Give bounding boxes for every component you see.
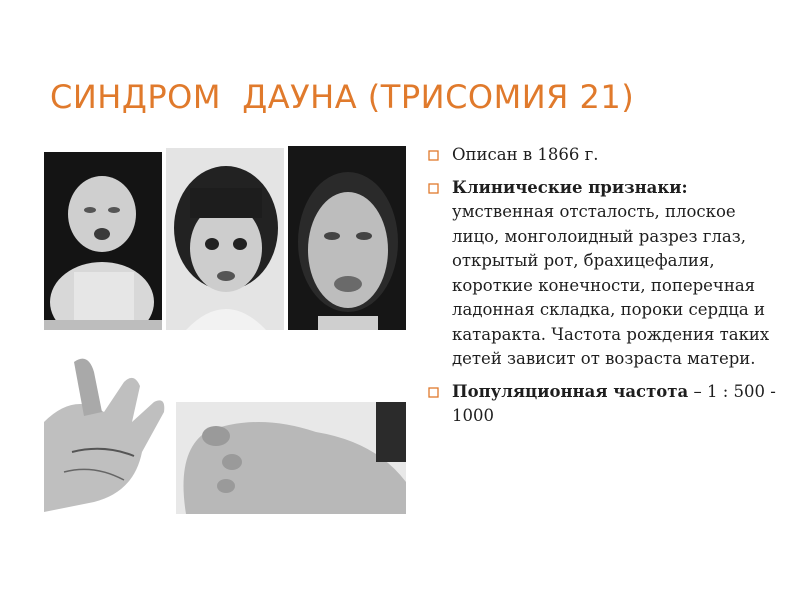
photo-palm [44,352,172,512]
photo-toddler [166,148,284,330]
photo-adolescent [288,146,406,330]
slide-title: СИНДРОМ ДАУНА (ТРИСОМИЯ 21) [50,78,635,116]
bullet-text-described: Описан в 1866 г. [452,145,599,164]
photo-sole [176,402,406,514]
hollow-square-bullet-icon [428,183,439,194]
bullet-item-population-frequency [426,380,776,429]
bullet-text-clinical-signs: умственная отсталость, плоское лицо, монголоидный разрез глаз, открытый рот, брахицефалия, короткие конечности, поперечная ладонная складка, пороки сердца и катаракта. Частота рождения таких детей зависит от возраста матери. [452,202,770,368]
bullet-list [426,143,776,437]
hollow-square-bullet-icon [428,150,439,161]
bullet-heading-clinical-signs: Клинические признаки: [452,177,688,197]
bullet-item-clinical-signs [426,176,776,372]
hollow-square-bullet-icon [428,387,439,398]
bullet-heading-population-frequency: Популяционная частота [452,381,689,401]
photo-infant [44,152,162,330]
bullet-item-described [426,143,776,168]
bullet-text-population-frequency: – 1 : 500 - 1000 [452,381,776,425]
